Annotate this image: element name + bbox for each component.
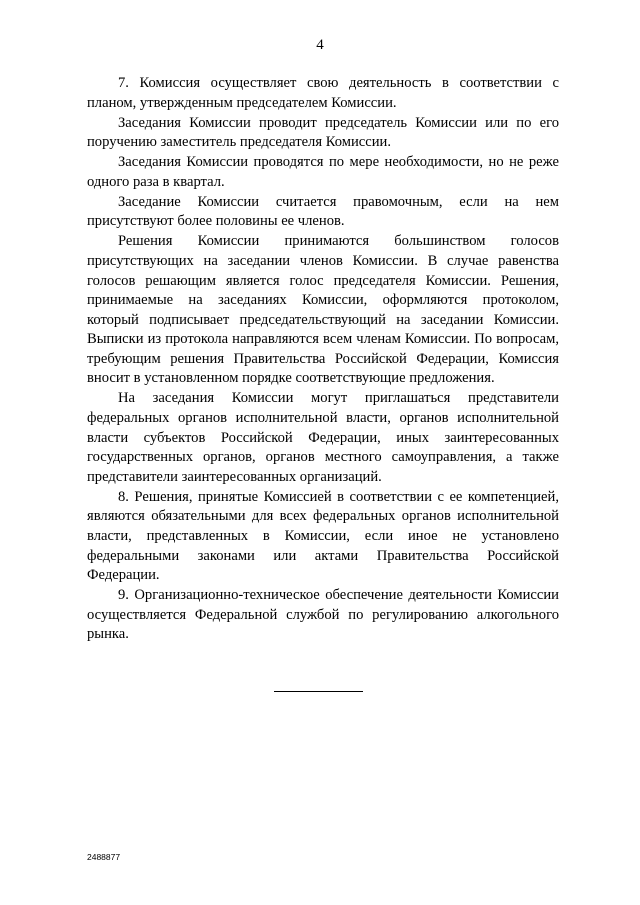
- text-line: федеральных органов исполнительной власти, органов исполнительной: [87, 410, 559, 427]
- paragraph-invitees: [87, 389, 559, 487]
- text-line: Решения Комиссии принимаются большинством голосов: [118, 233, 559, 250]
- text-line: Выписки из протокола направляются всем членам Комиссии. По вопросам,: [87, 331, 559, 348]
- page-number: 4: [316, 37, 324, 53]
- text-line: 9. Организационно-техническое обеспечение деятельности Комиссии: [118, 587, 559, 604]
- paragraph-7: [87, 74, 559, 113]
- text-line: осуществляется Федеральной службой по регулированию алкогольного: [87, 606, 559, 623]
- paragraph-8: [87, 488, 559, 586]
- text-line: 7. Комиссия осуществляет свою деятельность в соответствии с: [118, 75, 559, 91]
- text-line: Федерации.: [87, 567, 160, 584]
- paragraph-meetings-frequency: [87, 153, 559, 192]
- text-line: являются обязательными для всех федеральных органов исполнительной: [87, 508, 559, 525]
- paragraph-quorum: [87, 193, 559, 232]
- document-code: 2488877: [87, 852, 121, 862]
- text-line: государственных органов, органов местного самоуправления, а также: [87, 449, 559, 466]
- text-line: одного раза в квартал.: [87, 173, 225, 190]
- text-line: Заседания Комиссии проводит председатель Комиссии или по его: [118, 114, 559, 131]
- text-line: присутствующих на заседании членов Комиссии. В случае равенства: [87, 252, 559, 269]
- text-line: вносит в установленном порядке соответствующие предложения.: [87, 370, 495, 387]
- text-line: рынка.: [87, 626, 129, 643]
- paragraph-9: [87, 586, 559, 645]
- text-line: требующим решения Правительства Российской Федерации, Комиссия: [87, 350, 559, 367]
- text-line: принимаемые на заседаниях Комиссии, оформляются протоколом,: [87, 292, 559, 309]
- text-line: Заседания Комиссии проводятся по мере необходимости, но не реже: [118, 154, 559, 171]
- text-line: власти субъектов Российской Федерации, иных заинтересованных: [87, 429, 559, 446]
- paragraph-meetings-chair: [87, 114, 559, 153]
- text-line: голосов решающим является голос председателя Комиссии. Решения,: [87, 272, 559, 289]
- text-line: 8. Решения, принятые Комиссией в соответствии с ее компетенцией,: [118, 488, 559, 505]
- paragraph-decisions: [87, 232, 559, 389]
- document-body: [87, 74, 559, 645]
- text-line: Заседание Комиссии считается правомочным, если на нем: [118, 193, 559, 210]
- end-divider: [274, 691, 363, 692]
- text-line: На заседания Комиссии могут приглашаться представители: [118, 390, 559, 407]
- text-line: который подписывает председательствующий на заседании Комиссии.: [87, 311, 559, 328]
- text-line: планом, утвержденным председателем Комиссии.: [87, 94, 397, 111]
- text-line: поручению заместитель председателя Комиссии.: [87, 134, 391, 151]
- text-line: федеральными законами или актами Правительства Российской: [87, 547, 559, 564]
- text-line: представители заинтересованных организаций.: [87, 468, 382, 485]
- text-line: власти, представленных в Комиссии, если иное не установлено: [87, 528, 559, 544]
- text-line: присутствуют более половины ее членов.: [87, 213, 345, 230]
